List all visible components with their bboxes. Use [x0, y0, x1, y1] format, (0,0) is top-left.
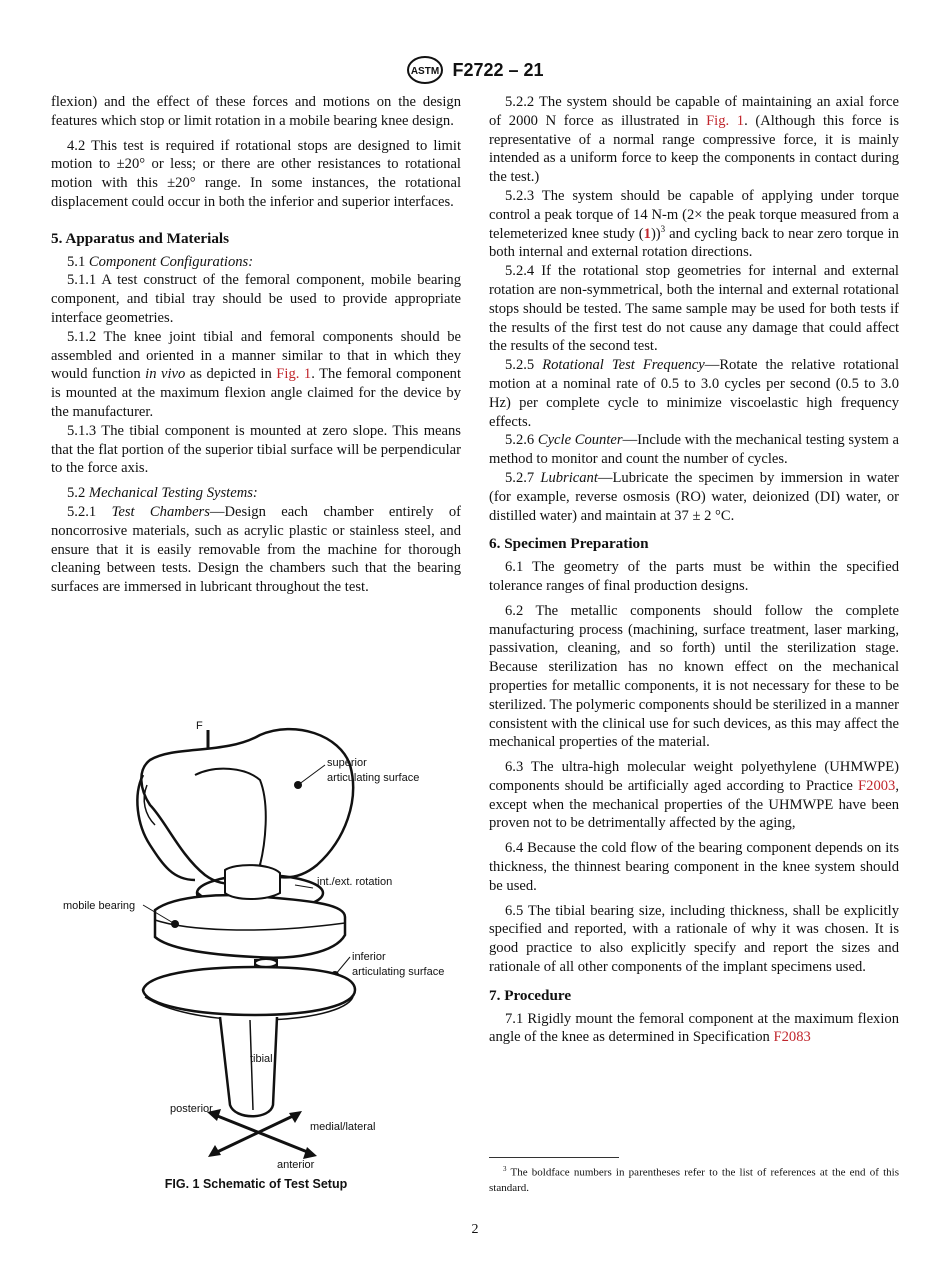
footnote-marker: 3 — [660, 223, 666, 234]
page-number: 2 — [471, 1222, 479, 1237]
label-superior: superior — [327, 757, 367, 769]
right-column — [489, 93, 899, 1047]
section-5-heading: 5. Apparatus and Materials — [51, 229, 230, 247]
footnote: $^3$ The boldface numbers in parentheses refer to the list of references at the end of this standard. — [489, 1165, 899, 1194]
label-inferior: inferior — [352, 951, 386, 963]
paragraph-continued: flexion) and the effect of these forces and motions on the design features which stop or limit rotation in a mobile bearing knee design. — [51, 94, 461, 129]
f2003-link[interactable]: F2003 — [858, 777, 896, 794]
paragraph-5-2-3: 5.2.3 The system should be capable of applying under torque control a peak torque of 14 N-m (2× the peak torque measured from a telemeterized knee study (1))$^3$ and cycling back to near zero torque in both internal and external rotation directions. — [489, 187, 899, 261]
label-force: F — [196, 720, 203, 732]
knee-test-setup-diagram — [55, 705, 465, 1175]
paragraph-4-2: 4.2 This test is required if rotational stops are designed to limit motion to ±20° or less; or there are other resistances to rotational motion with this ±20° range. In some instances, the rotational displacement could occur in both the inferior and superior interfaces. — [51, 137, 461, 210]
label-inferior-articulating: articulating surface — [352, 966, 445, 978]
fig-1-link[interactable]: Fig. 1 — [706, 112, 745, 129]
label-medial-lateral: medial/lateral — [310, 1121, 376, 1133]
paragraph-5-1-1: 5.1.1 A test construct of the femoral component, mobile bearing component, and tibial tray should be used to provide appropriate interface geometries. — [51, 272, 461, 326]
paragraph-5-2-7: 5.2.7 Lubricant—Lubricate the specimen by immersion in water (for example, reverse osmosis (RO) water, deionized (DI) water, or distilled water) and maintain at 37 ± 2 °C. — [489, 469, 899, 524]
paragraph-5-1-3: 5.1.3 The tibial component is mounted at zero slope. This means that the flat portion of the superior tibial surface will be perpendicular to the force axis. — [51, 422, 461, 477]
label-anterior: anterior — [277, 1159, 315, 1171]
f2083-link[interactable]: F2083 — [773, 1029, 811, 1046]
page-header — [0, 55, 950, 85]
paragraph-6-2: 6.2 The metallic components should follow the complete manufacturing process (machining, surface treatment, laser marking, passivation, cleaning, and so forth) until the sterilization stage. Because sterilization has no known effect on the mechanical properties for metallic components, it is not necessary for these to be sterilized. The polymeric components should be sterilized in a manner consistent with the clinical use for such devices, as this may affect the mechanical properties of the material. — [489, 602, 899, 751]
paragraph-7-1: 7.1 Rigidly mount the femoral component at the maximum flexion angle of the knee as determined in Specification F2083 — [489, 1010, 899, 1046]
paragraph-6-1: 6.1 The geometry of the parts must be within the specified tolerance ranges of final production designs. — [489, 559, 899, 594]
standard-designation: F2722 – 21 — [452, 59, 544, 80]
paragraph-5-2-1: 5.2.1 Test Chambers—Design each chamber entirely of noncorrosive materials, such as acrylic plastic or stainless steel, and ensure that it is easily removable from the machine for thorough cleaning between tests. Design the chambers such that the bearing surfaces are immersed in lubricant throughout the test. — [51, 503, 462, 596]
paragraph-5-2-4: 5.2.4 If the rotational stop geometries for internal and external rotation are non-symmetrical, both the internal and external rotational stops should be tested. The same sample may be used for both tests if the results of the first test do not cause any damage that could affect the results of the second test. — [489, 263, 899, 355]
fig-1-link[interactable]: Fig. 1 — [276, 366, 312, 383]
paragraph-5-2-6: 5.2.6 Cycle Counter—Include with the mechanical testing system a method to monitor and count the number of cycles. — [489, 432, 899, 468]
label-superior-articulating: articulating surface — [327, 772, 420, 784]
section-7-heading: 7. Procedure — [489, 986, 572, 1004]
paragraph-5-1-2: 5.1.2 The knee joint tibial and femoral components should be assembled and oriented in a manner similar to that in which they would function in vivo as depicted in Fig. 1. The femoral component is mounted at the maximum flexion angle claimed for the device by the manufacturer. — [51, 328, 462, 420]
paragraph-6-3: 6.3 The ultra-high molecular weight polyethylene (UHMWPE) components should be artificially aged according to Practice F2003, except when the mechanical properties of the UHMWPE have been proven not to be detrimentally affected by the aging, — [489, 759, 899, 832]
label-tibial: tibial — [250, 1053, 273, 1065]
astm-logo-icon — [406, 55, 444, 85]
section-6-heading: 6. Specimen Preparation — [489, 535, 649, 553]
paragraph-6-4: 6.4 Because the cold flow of the bearing component depends on its thickness, the thinnest bearing component in the knee system should be used. — [489, 840, 899, 894]
left-column — [51, 93, 461, 597]
paragraph-5-2-2: 5.2.2 The system should be capable of maintaining an axial force of 2000 N force as illustrated in Fig. 1. (Although this force is representative of a normal range compressive force, it is mainly intended as a uniform force to keep the components in contact during the test.) — [489, 94, 899, 186]
reference-link[interactable]: 1 — [643, 225, 651, 242]
paragraph-5-2-5: 5.2.5 Rotational Test Frequency—Rotate the relative rotational motion at a nominal rate of 0.5 to 3.0 cycles per second (0.5 to 3.0 Hz) per complete cycle to minimize viscoelastic high frequency effects. — [489, 357, 899, 430]
figure-1-schematic — [55, 705, 465, 1195]
label-mobile-bearing: mobile bearing — [63, 900, 136, 912]
paragraph-6-5: 6.5 The tibial bearing size, including thickness, shall be explicitly specified and reported, with a rationale of why it was chosen. It is good practice to also explicitly specify and report the sizes and rationale of all other components of the implant specimens used. — [489, 902, 899, 976]
label-posterior: posterior — [170, 1103, 213, 1115]
paragraph-5-1: 5.1 Component Configurations: — [67, 253, 254, 270]
footnote-divider — [489, 1157, 619, 1158]
svg-text:ASTM: ASTM — [411, 66, 440, 77]
label-rotation: int./ext. rotation — [317, 876, 393, 888]
paragraph-5-2: 5.2 Mechanical Testing Systems: — [67, 485, 258, 502]
figure-caption: FIG. 1 Schematic of Test Setup — [164, 1177, 348, 1191]
